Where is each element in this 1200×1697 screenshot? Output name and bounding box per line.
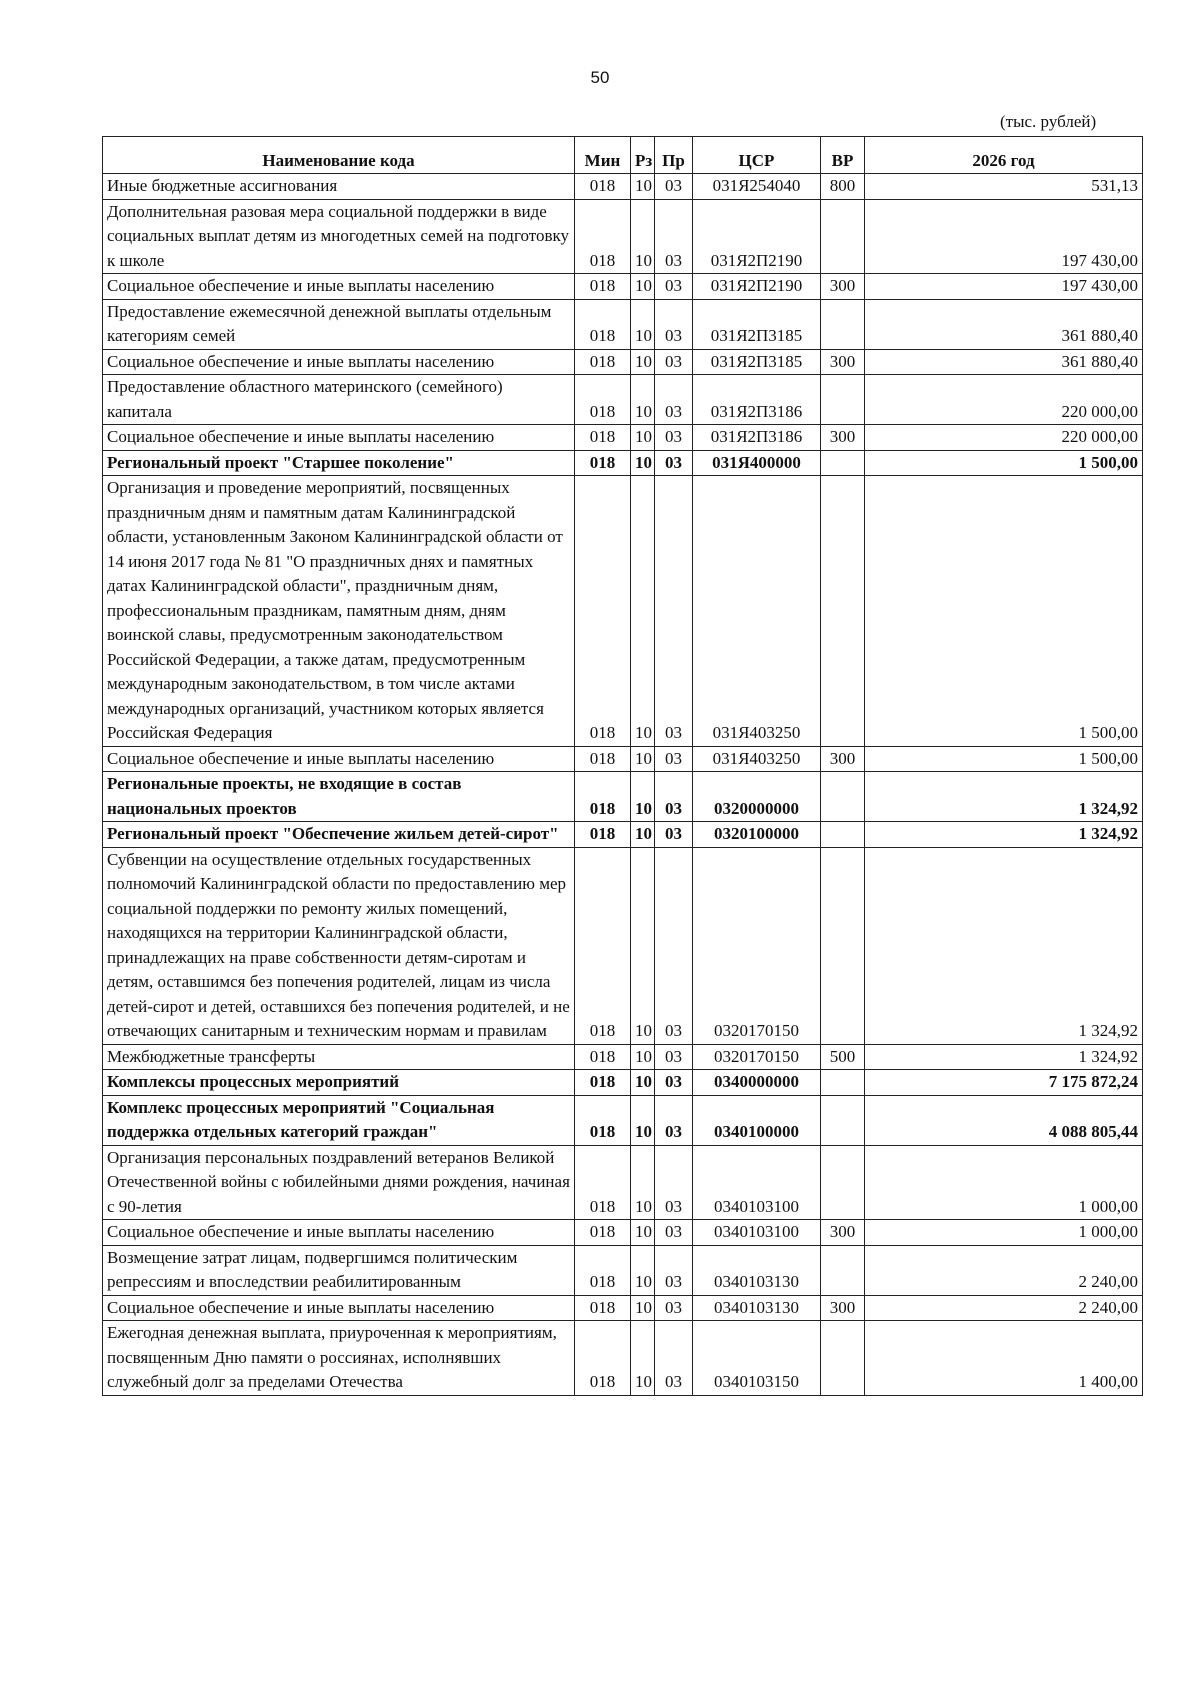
cell-amount: 1 324,92 — [865, 822, 1143, 848]
cell-vr — [821, 1145, 865, 1220]
cell-name: Предоставление ежемесячной денежной выплаты отдельным категориям семей — [103, 299, 575, 349]
cell-csr: 031Я254040 — [693, 174, 821, 200]
cell-vr — [821, 450, 865, 476]
cell-pr: 03 — [655, 274, 693, 300]
cell-csr: 0340103100 — [693, 1145, 821, 1220]
cell-min: 018 — [575, 1145, 631, 1220]
table-row — [103, 274, 1143, 300]
cell-min: 018 — [575, 1070, 631, 1096]
cell-min: 018 — [575, 772, 631, 822]
cell-vr: 300 — [821, 746, 865, 772]
cell-amount: 2 240,00 — [865, 1245, 1143, 1295]
cell-amount: 197 430,00 — [865, 199, 1143, 274]
cell-vr: 300 — [821, 349, 865, 375]
cell-amount: 1 324,92 — [865, 847, 1143, 1044]
cell-vr — [821, 847, 865, 1044]
cell-amount: 531,13 — [865, 174, 1143, 200]
cell-amount: 4 088 805,44 — [865, 1095, 1143, 1145]
table-row — [103, 1095, 1143, 1145]
cell-amount: 1 324,92 — [865, 772, 1143, 822]
cell-min: 018 — [575, 1095, 631, 1145]
cell-rz: 10 — [631, 450, 655, 476]
cell-vr: 300 — [821, 1295, 865, 1321]
cell-pr: 03 — [655, 772, 693, 822]
cell-name: Межбюджетные трансферты — [103, 1044, 575, 1070]
cell-rz: 10 — [631, 1044, 655, 1070]
cell-name: Социальное обеспечение и иные выплаты населению — [103, 274, 575, 300]
cell-rz: 10 — [631, 425, 655, 451]
table-row — [103, 1044, 1143, 1070]
cell-min: 018 — [575, 425, 631, 451]
cell-amount: 1 500,00 — [865, 476, 1143, 747]
table-row — [103, 299, 1143, 349]
cell-rz: 10 — [631, 1321, 655, 1396]
cell-min: 018 — [575, 746, 631, 772]
cell-min: 018 — [575, 375, 631, 425]
header-row — [103, 137, 1143, 174]
cell-name: Социальное обеспечение и иные выплаты населению — [103, 425, 575, 451]
cell-amount: 1 000,00 — [865, 1145, 1143, 1220]
cell-vr — [821, 1070, 865, 1096]
cell-csr: 031Я2П3185 — [693, 349, 821, 375]
cell-name: Ежегодная денежная выплата, приуроченная к мероприятиям, посвященным Дню памяти о россиянах, исполнявших служебный долг за пределами Отечества — [103, 1321, 575, 1396]
cell-pr: 03 — [655, 1145, 693, 1220]
cell-csr: 0340103130 — [693, 1295, 821, 1321]
table-row — [103, 1245, 1143, 1295]
cell-amount: 2 240,00 — [865, 1295, 1143, 1321]
cell-name: Социальное обеспечение и иные выплаты населению — [103, 1295, 575, 1321]
cell-csr: 0340100000 — [693, 1095, 821, 1145]
cell-name: Дополнительная разовая мера социальной поддержки в виде социальных выплат детям из многодетных семей на подготовку к школе — [103, 199, 575, 274]
cell-vr — [821, 1245, 865, 1295]
cell-vr — [821, 299, 865, 349]
header-min: Мин — [575, 137, 631, 174]
table-row — [103, 1070, 1143, 1096]
cell-rz: 10 — [631, 199, 655, 274]
cell-min: 018 — [575, 274, 631, 300]
cell-rz: 10 — [631, 1145, 655, 1220]
cell-pr: 03 — [655, 1295, 693, 1321]
table-row — [103, 772, 1143, 822]
cell-name: Комплекс процессных мероприятий "Социальная поддержка отдельных категорий граждан" — [103, 1095, 575, 1145]
cell-csr: 0320100000 — [693, 822, 821, 848]
cell-pr: 03 — [655, 375, 693, 425]
cell-name: Возмещение затрат лицам, подвергшимся политическим репрессиям и впоследствии реабилитированным — [103, 1245, 575, 1295]
cell-min: 018 — [575, 174, 631, 200]
cell-pr: 03 — [655, 746, 693, 772]
cell-min: 018 — [575, 1220, 631, 1246]
cell-rz: 10 — [631, 476, 655, 747]
cell-csr: 031Я2П3185 — [693, 299, 821, 349]
cell-name: Иные бюджетные ассигнования — [103, 174, 575, 200]
table-row — [103, 822, 1143, 848]
cell-min: 018 — [575, 476, 631, 747]
cell-pr: 03 — [655, 1095, 693, 1145]
cell-amount: 7 175 872,24 — [865, 1070, 1143, 1096]
cell-csr: 0340103130 — [693, 1245, 821, 1295]
header-name: Наименование кода — [103, 137, 575, 174]
cell-pr: 03 — [655, 1220, 693, 1246]
cell-vr: 300 — [821, 425, 865, 451]
table-body — [103, 174, 1143, 1396]
cell-amount: 220 000,00 — [865, 425, 1143, 451]
header-pr: Пр — [655, 137, 693, 174]
cell-csr: 031Я2П2190 — [693, 199, 821, 274]
cell-amount: 197 430,00 — [865, 274, 1143, 300]
cell-pr: 03 — [655, 476, 693, 747]
cell-csr: 0340103150 — [693, 1321, 821, 1396]
cell-csr: 031Я403250 — [693, 476, 821, 747]
cell-pr: 03 — [655, 847, 693, 1044]
cell-rz: 10 — [631, 1245, 655, 1295]
cell-amount: 361 880,40 — [865, 299, 1143, 349]
cell-csr: 031Я403250 — [693, 746, 821, 772]
cell-csr: 0320170150 — [693, 1044, 821, 1070]
cell-pr: 03 — [655, 822, 693, 848]
table-row — [103, 425, 1143, 451]
cell-csr: 0340103100 — [693, 1220, 821, 1246]
table-row — [103, 375, 1143, 425]
cell-pr: 03 — [655, 174, 693, 200]
cell-rz: 10 — [631, 847, 655, 1044]
table-row — [103, 1321, 1143, 1396]
table-row — [103, 174, 1143, 200]
cell-min: 018 — [575, 450, 631, 476]
cell-rz: 10 — [631, 274, 655, 300]
cell-pr: 03 — [655, 1321, 693, 1396]
cell-vr — [821, 375, 865, 425]
cell-csr: 0320170150 — [693, 847, 821, 1044]
cell-min: 018 — [575, 349, 631, 375]
cell-vr: 300 — [821, 274, 865, 300]
cell-vr: 300 — [821, 1220, 865, 1246]
cell-amount: 361 880,40 — [865, 349, 1143, 375]
cell-vr — [821, 822, 865, 848]
cell-min: 018 — [575, 299, 631, 349]
cell-vr — [821, 199, 865, 274]
table-row — [103, 1220, 1143, 1246]
header-csr: ЦСР — [693, 137, 821, 174]
cell-name: Региональный проект "Старшее поколение" — [103, 450, 575, 476]
cell-vr: 800 — [821, 174, 865, 200]
cell-name: Социальное обеспечение и иные выплаты населению — [103, 746, 575, 772]
cell-rz: 10 — [631, 1295, 655, 1321]
header-year: 2026 год — [865, 137, 1143, 174]
budget-table — [102, 136, 1143, 1396]
page-number: 50 — [590, 68, 610, 87]
cell-pr: 03 — [655, 299, 693, 349]
cell-amount: 1 500,00 — [865, 450, 1143, 476]
cell-min: 018 — [575, 847, 631, 1044]
cell-name: Социальное обеспечение и иные выплаты населению — [103, 1220, 575, 1246]
units-label: (тыс. рублей) — [1000, 112, 1097, 131]
cell-pr: 03 — [655, 199, 693, 274]
cell-min: 018 — [575, 1295, 631, 1321]
cell-name: Региональный проект "Обеспечение жильем детей-сирот" — [103, 822, 575, 848]
cell-vr — [821, 772, 865, 822]
cell-rz: 10 — [631, 1070, 655, 1096]
cell-pr: 03 — [655, 1070, 693, 1096]
cell-csr: 031Я400000 — [693, 450, 821, 476]
table-row — [103, 199, 1143, 274]
table-row — [103, 450, 1143, 476]
cell-csr: 031Я2П2190 — [693, 274, 821, 300]
cell-csr: 0340000000 — [693, 1070, 821, 1096]
cell-name: Организация и проведение мероприятий, посвященных праздничным дням и памятным датам Калининградской области, установленным Законом Калининградской области от 14 июня 2017 года № 81 "О праздничных днях и памятных датах Калининградской области", праздничным дням, профессиональным праздникам, памятным дням, дням воинской славы, предусмотренным законодательством Российской Федерации, а также датам, предусмотренным международным законодательством, в том числе актами международных организаций, участником которых является Российская Федерация — [103, 476, 575, 747]
cell-rz: 10 — [631, 299, 655, 349]
table-row — [103, 746, 1143, 772]
cell-min: 018 — [575, 1321, 631, 1396]
cell-vr — [821, 476, 865, 747]
cell-rz: 10 — [631, 1220, 655, 1246]
cell-rz: 10 — [631, 174, 655, 200]
header-vr: ВР — [821, 137, 865, 174]
cell-min: 018 — [575, 1044, 631, 1070]
cell-pr: 03 — [655, 349, 693, 375]
cell-pr: 03 — [655, 1245, 693, 1295]
cell-min: 018 — [575, 199, 631, 274]
cell-rz: 10 — [631, 746, 655, 772]
cell-rz: 10 — [631, 375, 655, 425]
cell-rz: 10 — [631, 1095, 655, 1145]
cell-name: Комплексы процессных мероприятий — [103, 1070, 575, 1096]
cell-amount: 1 500,00 — [865, 746, 1143, 772]
cell-amount: 1 000,00 — [865, 1220, 1143, 1246]
cell-amount: 1 324,92 — [865, 1044, 1143, 1070]
cell-name: Региональные проекты, не входящие в состав национальных проектов — [103, 772, 575, 822]
cell-csr: 0320000000 — [693, 772, 821, 822]
table-row — [103, 1145, 1143, 1220]
cell-name: Предоставление областного материнского (семейного) капитала — [103, 375, 575, 425]
cell-csr: 031Я2П3186 — [693, 425, 821, 451]
cell-rz: 10 — [631, 822, 655, 848]
cell-pr: 03 — [655, 450, 693, 476]
cell-rz: 10 — [631, 349, 655, 375]
header-rz: Рз — [631, 137, 655, 174]
cell-min: 018 — [575, 1245, 631, 1295]
cell-csr: 031Я2П3186 — [693, 375, 821, 425]
cell-name: Социальное обеспечение и иные выплаты населению — [103, 349, 575, 375]
cell-vr: 500 — [821, 1044, 865, 1070]
cell-amount: 220 000,00 — [865, 375, 1143, 425]
cell-name: Организация персональных поздравлений ветеранов Великой Отечественной войны с юбилейными днями рождения, начиная с 90-летия — [103, 1145, 575, 1220]
cell-pr: 03 — [655, 1044, 693, 1070]
cell-min: 018 — [575, 822, 631, 848]
table-row — [103, 476, 1143, 747]
cell-name: Субвенции на осуществление отдельных государственных полномочий Калининградской области по предоставлению мер социальной поддержки по ремонту жилых помещений, находящихся на территории Калининградской области, принадлежащих на праве собственности детям-сиротам и детям, оставшимся без попечения родителей, лицам из числа детей-сирот и детей, оставшихся без попечения родителей, и не отвечающих санитарным и техническим нормам и правилам — [103, 847, 575, 1044]
table-row — [103, 1295, 1143, 1321]
cell-rz: 10 — [631, 772, 655, 822]
cell-vr — [821, 1095, 865, 1145]
cell-amount: 1 400,00 — [865, 1321, 1143, 1396]
table-row — [103, 349, 1143, 375]
table-row — [103, 847, 1143, 1044]
cell-pr: 03 — [655, 425, 693, 451]
cell-vr — [821, 1321, 865, 1396]
